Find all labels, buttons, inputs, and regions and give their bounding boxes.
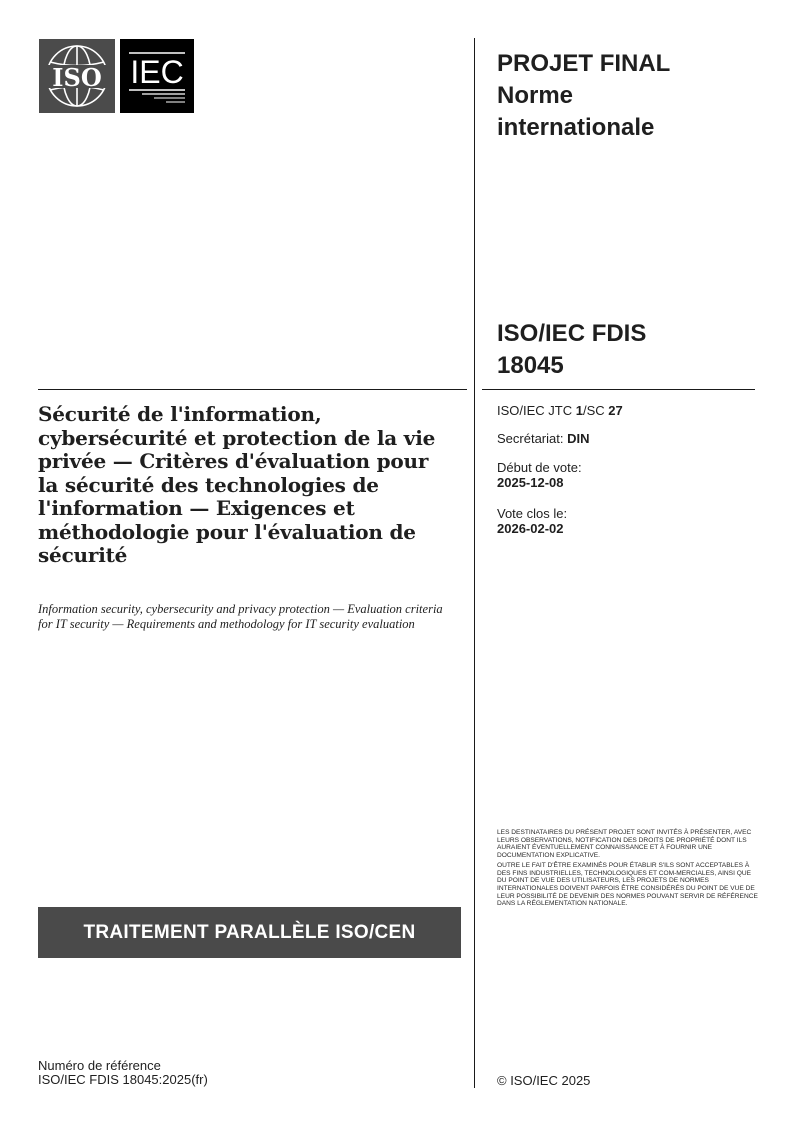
document-number-line-2: 18045	[497, 352, 564, 379]
vote-start-label: Début de vote:	[497, 460, 582, 475]
iec-logo-text: IEC	[130, 54, 184, 90]
vote-end	[497, 506, 567, 536]
document-number-line-1: ISO/IEC FDIS	[497, 320, 647, 347]
vote-start	[497, 460, 582, 490]
iso-logo-text: ISO	[52, 63, 102, 92]
right-horizontal-divider	[482, 389, 755, 390]
iso-logo	[39, 39, 115, 113]
secretariat	[497, 431, 589, 446]
committee	[497, 403, 623, 418]
iec-logo	[120, 39, 194, 113]
notice-paragraph-2: OUTRE LE FAIT D'ÊTRE EXAMINÉS POUR ÉTABLIR S'ILS SONT ACCEPTABLES À DES FINS INDUSTRIELLES, TECHNOLOGIQUES ET COM-MERCIALES, AINSI QUE DU POINT DE VUE DES UTILISATEURS, LES PROJETS DE NORMES INTERNATIONALES DOIVENT PARFOIS ÊTRE CONSIDÉRÉS DU POINT DE VUE DE LEUR POSSIBILITÉ DE DEVENIR DES NORMES POUVANT SERVIR DE RÉFÉRENCE DANS LA RÉGLEMENTATION NATIONALE.	[497, 861, 758, 908]
vote-start-value: 2025-12-08	[497, 475, 564, 490]
left-horizontal-divider	[38, 389, 467, 390]
committee-sc: 27	[608, 403, 623, 418]
recipient-notice	[497, 829, 759, 910]
committee-prefix: ISO/IEC JTC	[497, 403, 576, 418]
banner-text: TRAITEMENT PARALLÈLE ISO/CEN	[83, 921, 416, 943]
secretariat-value: DIN	[567, 431, 590, 446]
notice-paragraph-1: LES DESTINATAIRES DU PRÉSENT PROJET SONT INVITÉS À PRÉSENTER, AVEC LEURS OBSERVATIONS, NOTIFICATION DES DROITS DE PROPRIÉTÉ DONT ILS AURAIENT ÉVENTUELLEMENT CONNAISSANCE ET À FOURNIR UNE DOCUMENTATION EXPLICATIVE.	[497, 829, 752, 860]
status-line-2: Norme	[497, 82, 574, 109]
document-number	[497, 318, 767, 382]
parallel-processing-banner	[38, 907, 461, 958]
reference-label: Numéro de référence	[38, 1058, 161, 1073]
french-title: Sécurité de l'information, cybersécurité et protection de la vie privée — Critères d'évaluation pour la sécurité des technologies de l'information — Exigences et méthodologie pour l'évaluation de sécurité	[38, 402, 436, 567]
vote-end-label: Vote clos le:	[497, 506, 568, 521]
copyright: © ISO/IEC 2025	[497, 1073, 591, 1088]
reference-value: ISO/IEC FDIS 18045:2025(fr)	[38, 1072, 208, 1087]
status-line-3: internationale	[497, 114, 655, 141]
document-status	[497, 48, 767, 144]
english-title: Information security, cybersecurity and privacy protection — Evaluation criteria for IT security — Requirements and methodology for IT security evaluation	[38, 602, 443, 631]
committee-jtc: 1	[575, 403, 583, 418]
reference-number	[38, 1059, 208, 1087]
vertical-divider	[474, 38, 475, 1088]
secretariat-label: Secrétariat:	[497, 431, 568, 446]
committee-sc-prefix: /SC	[582, 403, 609, 418]
vote-end-value: 2026-02-02	[497, 521, 564, 536]
status-line-1: PROJET FINAL	[497, 50, 671, 77]
